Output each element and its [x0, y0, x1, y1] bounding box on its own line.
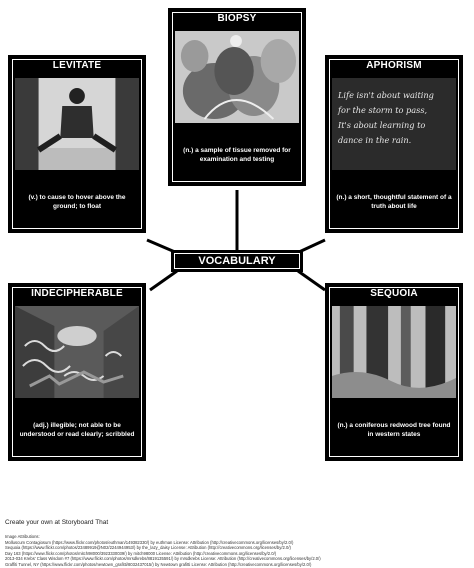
card-definition: (n.) a short, thoughtful statement of a truth about life	[336, 194, 452, 210]
connector-sequoia	[298, 271, 325, 290]
attribution-line: Molluscum Contagiosum (https://www.flickr.com/photos/euthman/1493823​30/) by euthman License: Attribution (http://creativecommons.org/licenses/by/2.0/)	[5, 539, 294, 545]
attribution-line: Graffiti Tunnel, NY (https://www.flickr.com/photos/newtown_grafitti/8032437015/) by Newtown grafitti License: Attribution (http://creativecommons.org/licenses/by/2.0/)	[5, 561, 312, 567]
card-title: SEQUOIA	[370, 288, 418, 299]
biopsy-image	[175, 31, 299, 123]
card-title: BIOPSY	[217, 13, 257, 24]
chalk-line: dance in the rain.	[338, 135, 412, 145]
attribution-line: Day 163 (https://www.flickr.com/photos/mitch98000/3923330039/) by mitch98000 License: Attribution (http://creativecommons.org/licenses/by/2.0/)	[5, 550, 277, 556]
chalk-line: for the storm to pass,	[338, 105, 428, 115]
chalk-line: It's about learning to	[338, 120, 426, 130]
sequoia-forest-image	[332, 306, 456, 398]
card-title: APHORISM	[366, 60, 422, 71]
card-aphorism	[325, 55, 463, 233]
card-sequoia	[325, 283, 463, 461]
connector-indecipherable	[150, 271, 177, 290]
card-title: INDECIPHERABLE	[31, 288, 123, 299]
indecipherable-graffiti-image	[15, 306, 139, 398]
card-indecipherable	[8, 283, 146, 461]
levitate-image	[15, 78, 139, 170]
card-title: LEVITATE	[52, 60, 102, 71]
attribution-line: Sequoia (https://www.flickr.com/photos/23489919@N02/2244944953/) by the_lazy_daisy License: Attribution (http://creativecommons.org/licenses/by/2.0/)	[5, 545, 291, 551]
card-levitate	[8, 55, 146, 233]
chalk-line: Life isn't about waiting	[338, 90, 434, 100]
vocabulary-center-box	[171, 250, 303, 272]
vocabulary-title: VOCABULARY	[198, 255, 276, 267]
attribution-line: 2013-034 Krebs' Class Wisdom #7 (https://www.flickr.com/photos/mrsdkrebs/8819135591/) by mrsdkrebs License: Attribution (http://creativecommons.org/licenses/by/2.0/)	[5, 556, 321, 562]
aphorism-chalkboard-image	[332, 78, 456, 170]
card-biopsy	[168, 8, 306, 186]
card-definition: (n.) a coniferous redwood tree found in western states	[337, 422, 451, 438]
storyboard-that-link[interactable]: Create your own at Storyboard That	[5, 519, 109, 526]
card-definition: (adj.) illegible; not able to be understood or read clearly; scribbled	[19, 422, 135, 438]
card-definition: (v.) to cause to hover above the ground; to float	[28, 194, 126, 210]
card-definition: (n.) a sample of tissue removed for examination and testing	[183, 147, 291, 163]
image-attributions	[5, 534, 465, 568]
attributions-heading: Image Attributions:	[5, 534, 40, 539]
